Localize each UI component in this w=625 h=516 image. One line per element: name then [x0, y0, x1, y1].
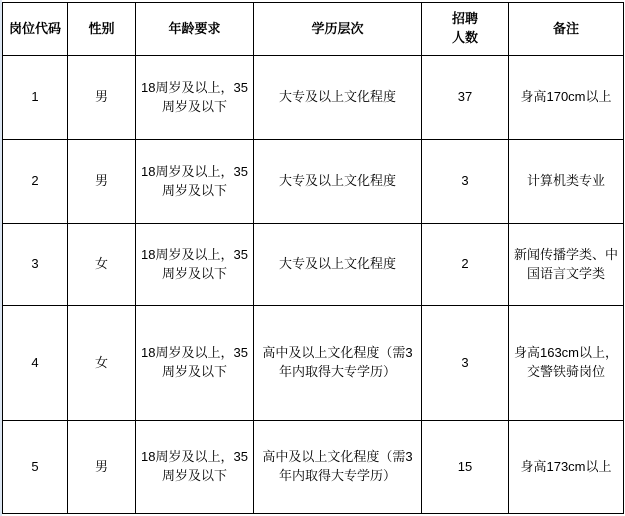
header-row	[3, 3, 624, 56]
header-education-level: 学历层次	[254, 3, 422, 56]
cell-position-code: 2	[3, 140, 68, 224]
table-row	[3, 421, 624, 514]
cell-recruit-count: 37	[422, 56, 509, 140]
recruitment-table	[2, 2, 624, 514]
cell-age-requirement: 18周岁及以上，35周岁及以下	[136, 421, 254, 514]
cell-gender: 男	[68, 140, 136, 224]
header-position-code: 岗位代码	[3, 3, 68, 56]
cell-education-level: 大专及以上文化程度	[254, 56, 422, 140]
cell-education-level: 大专及以上文化程度	[254, 140, 422, 224]
header-recruit-count-label: 招聘人数	[451, 11, 478, 45]
cell-gender: 男	[68, 56, 136, 140]
header-recruit-count	[422, 3, 509, 56]
cell-remarks: 新闻传播学类、中国语言文学类	[509, 224, 624, 306]
cell-position-code: 5	[3, 421, 68, 514]
cell-remarks: 身高170cm以上	[509, 56, 624, 140]
cell-age-requirement: 18周岁及以上，35周岁及以下	[136, 140, 254, 224]
cell-remarks: 身高173cm以上	[509, 421, 624, 514]
table-row	[3, 140, 624, 224]
table-row	[3, 306, 624, 421]
cell-gender: 女	[68, 224, 136, 306]
header-gender: 性别	[68, 3, 136, 56]
cell-age-requirement: 18周岁及以上，35周岁及以下	[136, 56, 254, 140]
cell-age-requirement: 18周岁及以上，35周岁及以下	[136, 306, 254, 421]
cell-position-code: 1	[3, 56, 68, 140]
table-row	[3, 56, 624, 140]
cell-gender: 男	[68, 421, 136, 514]
cell-position-code: 3	[3, 224, 68, 306]
table-row	[3, 224, 624, 306]
cell-education-level: 高中及以上文化程度（需3年内取得大专学历）	[254, 306, 422, 421]
cell-education-level: 大专及以上文化程度	[254, 224, 422, 306]
cell-recruit-count: 3	[422, 306, 509, 421]
header-age-requirement: 年龄要求	[136, 3, 254, 56]
cell-position-code: 4	[3, 306, 68, 421]
cell-remarks: 身高163cm以上，交警铁骑岗位	[509, 306, 624, 421]
header-remarks: 备注	[509, 3, 624, 56]
cell-education-level: 高中及以上文化程度（需3年内取得大专学历）	[254, 421, 422, 514]
cell-recruit-count: 3	[422, 140, 509, 224]
cell-age-requirement: 18周岁及以上，35周岁及以下	[136, 224, 254, 306]
cell-recruit-count: 15	[422, 421, 509, 514]
cell-recruit-count: 2	[422, 224, 509, 306]
cell-gender: 女	[68, 306, 136, 421]
cell-remarks: 计算机类专业	[509, 140, 624, 224]
